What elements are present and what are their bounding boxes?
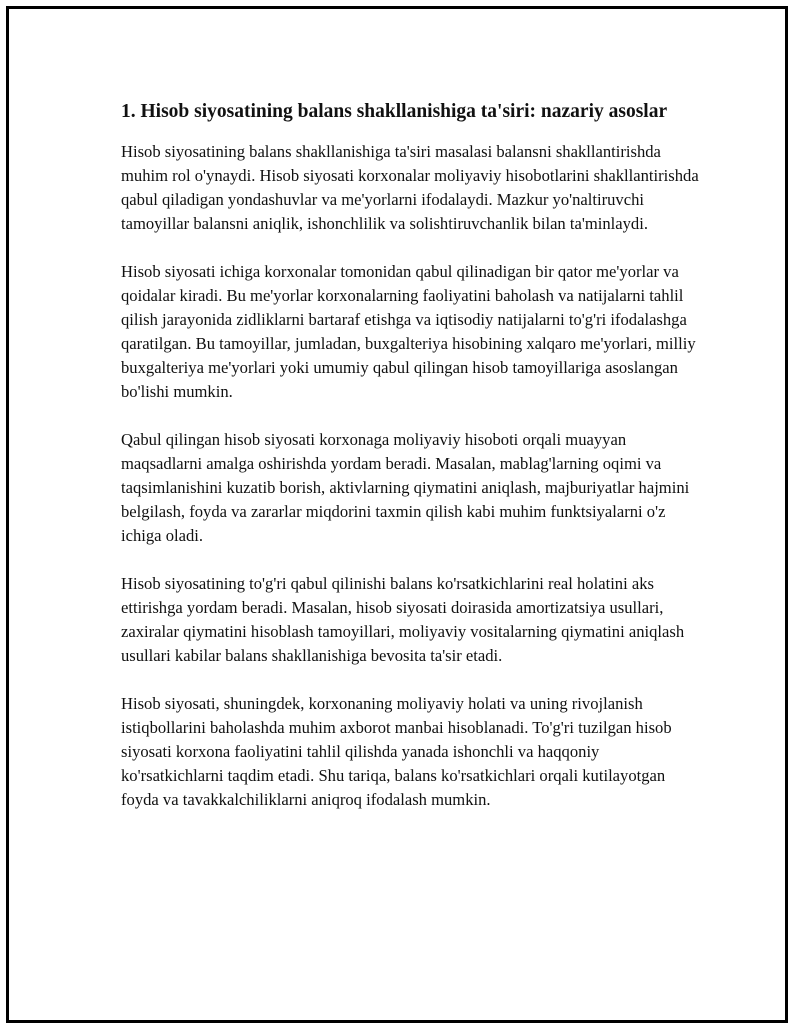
paragraph-4: Hisob siyosatining to'g'ri qabul qilinishi balans ko'rsatkichlarini real holatini aks ettirishga yordam beradi. Masalan, hisob siyosati doirasida amortizatsiya usullari, zaxiralar qiymatini hisoblash tamoyillari, moliyaviy vositalarning qiymatini aniqlash usullari kabilar balans shakllanishiga bevosita ta'sir etadi.	[121, 574, 685, 665]
document-page	[6, 6, 788, 1023]
paragraph-5: Hisob siyosati, shuningdek, korxonaning moliyaviy holati va uning rivojlanish istiqbollarini baholashda muhim axborot manbai hisoblanadi. To'g'ri tuzilgan hisob siyosati korxona faoliyatini tahlil qilishda yanada ishonchli va haqqoniy ko'rsatkichlarni taqdim etadi. Shu tariqa, balans ko'rsatkichlari orqali kutilayotgan foyda va tavakkalchiliklarni aniqroq ifodalash mumkin.	[121, 694, 672, 809]
section-heading: 1. Hisob siyosatining balans shakllanishiga ta'siri: nazariy asoslar	[121, 101, 668, 122]
document-body	[121, 97, 701, 836]
paragraph-3: Qabul qilingan hisob siyosati korxonaga moliyaviy hisoboti orqali muayyan maqsadlarni amalga oshirishda yordam beradi. Masalan, mablag'larning oqimi va taqsimlanishini kuzatib borish, aktivlarning qiymatini aniqlash, majburiyatlar hajmini belgilash, foyda va zararlar miqdorini taxmin qilish kabi muhim funktsiyalarni o'z ichiga oladi.	[121, 430, 690, 545]
paragraph-1: Hisob siyosatining balans shakllanishiga ta'siri masalasi balansni shakllantirishda muhim rol o'ynaydi. Hisob siyosati korxonalar moliyaviy hisobotlarini shakllantirishda qabul qiladigan yondashuvlar va me'yorlarni ifodalaydi. Mazkur yo'naltiruvchi tamoyillar balansni aniqlik, ishonchlilik va solishtiruvchanlik bilan ta'minlaydi.	[121, 142, 699, 233]
paragraph-2: Hisob siyosati ichiga korxonalar tomonidan qabul qilinadigan bir qator me'yorlar va qoidalar kiradi. Bu me'yorlar korxonalarning faoliyatini baholash va natijalarni tahlil qilish jarayonida zidliklarni bartaraf etishga va iqtisodiy natijalarni to'g'ri ifodalashga qaratilgan. Bu tamoyillar, jumladan, buxgalteriya hisobining xalqaro me'yorlari, milliy buxgalteriya me'yorlari yoki umumiy qabul qilingan hisob tamoyillariga asoslangan bo'lishi mumkin.	[121, 262, 696, 401]
